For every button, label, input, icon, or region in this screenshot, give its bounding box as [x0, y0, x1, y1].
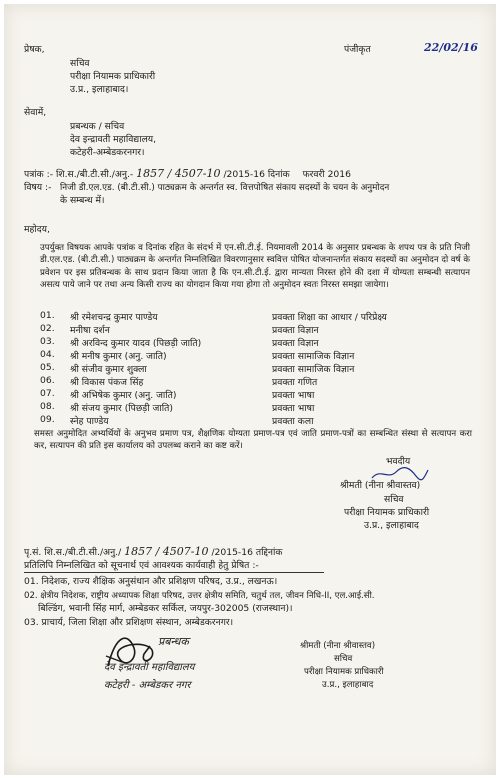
letter-page — [4, 4, 496, 775]
stamp-line-1: प्रबन्धक — [158, 635, 189, 648]
registered-date: 22/02/16 — [424, 41, 478, 54]
from-label: प्रेषक, — [24, 44, 45, 55]
to-line-1: प्रबन्धक / सचिव — [70, 121, 125, 132]
signature-title-2c: उ.प्र., इलाहाबाद — [322, 680, 374, 690]
from-line-3: उ.प्र., इलाहाबाद। — [70, 84, 129, 95]
signature-title-1a: सचिव — [384, 494, 404, 505]
faculty-row: 03. श्री अरविन्द कुमार यादव (पिछड़ी जाति) प्रवक्ता विज्ञान — [40, 336, 319, 349]
intro-underline — [24, 572, 324, 573]
letter-date: फरवरी 2016 — [302, 169, 351, 180]
faculty-row: 01. श्री रमेशचन्द्र कुमार पाण्डेय प्रवक्ता शिक्षा का आधार / परिप्रेक्ष्य — [40, 310, 387, 323]
registered-label: पंजीकृत — [344, 44, 371, 55]
manager-stamp — [88, 626, 258, 704]
faculty-row: 09. स्नेह पाण्डेय प्रवक्ता कला — [40, 414, 314, 427]
signature-name-1: श्रीमती (नीना श्रीवास्तव) — [340, 480, 421, 491]
faculty-row: 04. श्री मनीष कुमार (अनु. जाति) प्रवक्ता सामाजिक विज्ञान — [40, 349, 355, 362]
endorsement-number — [24, 546, 282, 559]
endorsement-handwritten: 1857 / 4507-10 — [124, 545, 209, 558]
stamp-line-2: देव इन्द्रावती महाविद्यालय — [104, 662, 195, 673]
letter-number — [24, 168, 351, 181]
signature-title-1b: परीक्षा नियामक प्राधिकारी — [344, 507, 430, 518]
to-label: सेवामें, — [24, 107, 47, 118]
signature-closing: भवदीय — [386, 456, 411, 467]
letter-number-handwritten: 1857 / 4507-10 — [136, 167, 221, 180]
endorsement-item-1: 01. निदेशक, राज्य शैक्षिक अनुसंधान और प्रशिक्षण परिषद, उ.प्र., लखनऊ। — [24, 576, 278, 587]
signature-title-2b: परीक्षा नियामक प्राधिकारी — [304, 667, 384, 677]
to-line-2: देव इन्द्रावती महाविद्यालय, — [70, 134, 157, 145]
faculty-row: 07. श्री अभिषेक कुमार (अनु. जाति) प्रवक्ता भाषा — [40, 388, 315, 401]
signature-title-2a: सचिव — [334, 654, 353, 664]
body-paragraph: उपर्युक्त विषयक आपके पत्रांक व दिनांक रहित के संदर्भ में एन.सी.टी.ई. नियमावली 2014 के अनुसार प्रबन्धक के शपथ पत्र के प्रति निजी डी.एल.एड. (बी.टी.सी.) पाठ्यक्रम के अन्तर्गत निम्नलिखित विवरणानुसार स्ववित्त पोषित योजनान्तर्गत संकाय सदस्यों का अनुमोदन दो वर्ष के प्रवेशन पर इस प्रतिबन्धक के साथ प्रदान किया जाता है कि एन.सी.टी.ई. द्वारा मान्यता निरस्त होने की दशा में योग्यता सम्बन्धी सत्यापन असत्य पाये जाने पर तथा अन्य किसी राज्य का योगदान किया गया होगा तो अनुमोदन स्वतः निरस्त समझा जायेगा। — [40, 243, 470, 291]
subject-line-1: निजी डी.एल.एड. (बी.टी.सी.) पाठ्यक्रम के अन्तर्गत स्व. वित्तपोषित संकाय सदस्यों के चयन के अनुमोदन — [60, 183, 390, 193]
faculty-row: 06. श्री विकास पंकज सिंह प्रवक्ता गणित — [40, 375, 318, 388]
endorsement-item-3: 03. प्राचार्य, जिला शिक्षा और प्रशिक्षण संस्थान, अम्बेडकरनगर। — [24, 617, 234, 628]
endorsement-item-2: 02. क्षेत्रीय निदेशक, राष्ट्रीय अध्यापक शिक्षा परिषद, उत्तर क्षेत्रीय समिति, चतुर्थ तल, जीवन निधि-II, एल.आई.सी. — [24, 591, 375, 601]
from-line-2: परीक्षा नियामक प्राधिकारी — [70, 71, 156, 82]
subject-label: विषय :- — [24, 182, 52, 193]
faculty-row: 08. श्री संजय कुमार (पिछड़ी जाति) प्रवक्ता भाषा — [40, 401, 315, 414]
to-line-3: कटेहरी-अम्बेडकरनगर। — [70, 147, 145, 158]
endorsement-item-2-cont: बिल्डिंग, भवानी सिंह मार्ग, अम्बेडकर सर्किल, जयपुर-302005 (राजस्थान)। — [38, 603, 293, 614]
faculty-row: 02. मनीषा दर्शन प्रवक्ता विज्ञान — [40, 323, 319, 336]
faculty-row: 05. श्री संजीव कुमार शुक्ला प्रवक्ता सामाजिक विज्ञान — [40, 362, 355, 375]
subject-line-2: के सम्बन्ध में। — [60, 195, 105, 206]
letter-number-suffix: /2015-16 दिनांक — [223, 169, 290, 180]
endorsement-intro: प्रतिलिपि निम्नलिखित को सूचनार्थ एवं आवश्यक कार्यवाही हेतु प्रेषित :- — [24, 560, 259, 571]
letter-number-prefix: पत्रांक :- शि.स./बी.टी.सी./अनु.- — [24, 169, 134, 180]
endorsement-suffix: /2015-16 तद्दिनांक — [211, 547, 283, 558]
from-line-1: सचिव — [70, 58, 90, 69]
signature-name-2: श्रीमती (नीना श्रीवास्तव) — [300, 641, 376, 651]
signature-title-1c: उ.प्र., इलाहाबाद — [364, 520, 419, 531]
salutation: महोदय, — [24, 224, 50, 235]
endorsement-prefix: पृ.सं. शि.स./बी.टी.सी./अनु./ — [24, 547, 122, 558]
stamp-line-3: कटेहरी - अम्बेडकर नगर — [104, 680, 191, 691]
closing-paragraph: समस्त अनुमोदित अभ्यर्थियों के अनुभव प्रमाण पत्र, शैक्षणिक योग्यता प्रमाण-पत्र एवं जाति प्रमाण-पत्रों का सम्बन्धित संस्था से सत्यापन करा कर, सत्यापन की प्रति इस कार्यालय को उपलब्ध कराने का कष्ट करें। — [34, 429, 472, 452]
